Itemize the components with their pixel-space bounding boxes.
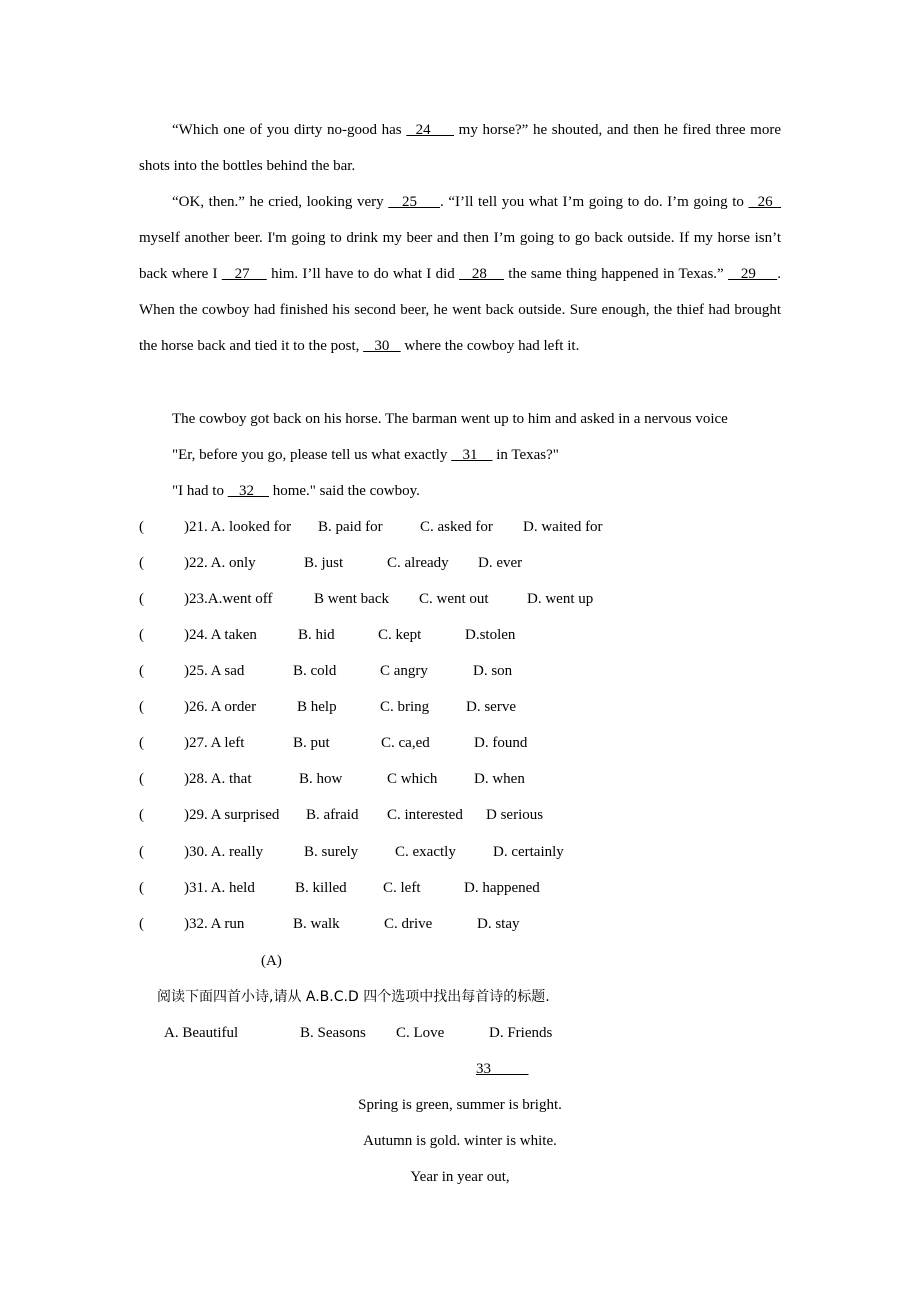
title-option-a: A. Beautiful	[164, 1025, 239, 1041]
text: . “I’ll tell you what I’m going to do. I’m going to	[440, 194, 744, 210]
paragraph-32	[172, 481, 420, 501]
text: “OK, then.” he cried, looking very	[172, 194, 384, 210]
option-b: B. how	[299, 771, 343, 787]
option-d: D. went up	[527, 591, 594, 607]
paragraph-24	[139, 112, 781, 184]
option-a: )21. A. looked for	[184, 519, 292, 535]
text: my horse?” he shouted, and then he fired three more shots into the bottles behind the bar.	[139, 122, 781, 174]
title-option-b: B. Seasons	[300, 1025, 366, 1041]
blank-27: 27	[221, 266, 267, 282]
text: . When the cowboy had finished his second beer, he went back outside. Sure enough, the thief had brought the horse back and tied it to the post,	[139, 266, 781, 354]
answer-paren[interactable]: (	[139, 627, 144, 643]
option-d: D serious	[486, 807, 544, 823]
option-c: C. bring	[380, 699, 430, 715]
option-c: C which	[387, 771, 438, 787]
answer-paren[interactable]: (	[139, 771, 144, 787]
text: in Texas?"	[496, 447, 559, 463]
blank-28: 28	[459, 266, 504, 282]
option-a: )30. A. really	[184, 844, 264, 860]
answer-paren[interactable]: (	[139, 591, 144, 607]
option-d: D.stolen	[465, 627, 516, 643]
option-c: C. ca,ed	[381, 735, 430, 751]
text: him. I’ll have to do what I did	[271, 266, 455, 282]
option-d: D. ever	[478, 555, 523, 571]
answer-paren[interactable]: (	[139, 699, 144, 715]
option-b: B. walk	[293, 916, 340, 932]
answer-paren[interactable]: (	[139, 880, 144, 896]
option-c: C. already	[387, 555, 449, 571]
title-option-d: D. Friends	[489, 1025, 553, 1041]
option-c: C. went out	[419, 591, 489, 607]
option-d: D. son	[473, 663, 513, 679]
blank-25: 25	[388, 194, 441, 210]
paragraph-barman	[172, 409, 728, 429]
option-a: )32. A run	[184, 916, 245, 932]
option-b: B. just	[304, 555, 344, 571]
option-d: D. found	[474, 735, 528, 751]
option-c: C. left	[383, 880, 421, 896]
option-d: D. when	[474, 771, 525, 787]
text: myself another beer. I'm going to drink my beer and then I’m going to go back outside. If my horse isn’t back where I	[139, 230, 781, 282]
blank-26: 26	[748, 194, 782, 210]
text: "I had to	[172, 483, 224, 499]
text: home." said the cowboy.	[272, 483, 420, 499]
answer-paren[interactable]: (	[139, 663, 144, 679]
answer-paren[interactable]: (	[139, 519, 144, 535]
option-b: B help	[297, 699, 337, 715]
text: where the cowboy had left it.	[404, 338, 580, 354]
text: The cowboy got back on his horse. The barman went up to him and asked in a nervous voice	[172, 411, 728, 427]
poem-line-2: Autumn is gold. winter is white.	[363, 1133, 557, 1149]
option-b: B. cold	[293, 663, 337, 679]
blank-32: 32	[227, 483, 269, 499]
text: “Which one of you dirty no-good has	[172, 122, 402, 138]
option-b: B. paid for	[318, 519, 383, 535]
option-c: C. asked for	[420, 519, 493, 535]
option-d: D. certainly	[493, 844, 564, 860]
option-a: )22. A. only	[184, 555, 256, 571]
option-a: )27. A left	[184, 735, 245, 751]
option-d: D. stay	[477, 916, 520, 932]
option-d: D. serve	[466, 699, 516, 715]
option-d: D. waited for	[523, 519, 603, 535]
option-a: )23.A.went off	[184, 591, 273, 607]
title-option-c: C. Love	[396, 1025, 445, 1041]
option-a: )29. A surprised	[184, 807, 280, 823]
poem-line-3: Year in year out,	[410, 1169, 510, 1185]
answer-paren[interactable]: (	[139, 735, 144, 751]
option-a: )26. A order	[184, 699, 257, 715]
option-c: C angry	[380, 663, 428, 679]
option-d: D. happened	[464, 880, 540, 896]
answer-paren[interactable]: (	[139, 844, 144, 860]
option-c: C. drive	[384, 916, 433, 932]
option-b: B. killed	[295, 880, 347, 896]
section-instruction: 阅读下面四首小诗,请从 A.B.C.D 四个选项中找出每首诗的标题.	[157, 989, 550, 1005]
paragraph-31	[172, 445, 559, 465]
option-a: )28. A. that	[184, 771, 252, 787]
option-b: B. put	[293, 735, 330, 751]
option-a: )24. A taken	[184, 627, 257, 643]
section-label: (A)	[261, 953, 282, 969]
option-c: C. exactly	[395, 844, 456, 860]
text: the same thing happened in Texas.”	[508, 266, 724, 282]
option-b: B. hid	[298, 627, 335, 643]
blank-29: 29	[728, 266, 778, 282]
blank-30: 30	[363, 338, 401, 354]
answer-paren[interactable]: (	[139, 807, 144, 823]
option-c: C. interested	[387, 807, 463, 823]
option-b: B went back	[314, 591, 389, 607]
text: "Er, before you go, please tell us what exactly	[172, 447, 448, 463]
option-b: B. afraid	[306, 807, 359, 823]
blank-31: 31	[451, 447, 493, 463]
option-b: B. surely	[304, 844, 359, 860]
answer-paren[interactable]: (	[139, 916, 144, 932]
blank-24: 24	[406, 122, 454, 138]
answer-paren[interactable]: (	[139, 555, 144, 571]
option-a: )25. A sad	[184, 663, 245, 679]
blank-33: 33	[476, 1061, 529, 1077]
poem-line-1: Spring is green, summer is bright.	[358, 1097, 562, 1113]
option-a: )31. A. held	[184, 880, 255, 896]
option-c: C. kept	[378, 627, 422, 643]
paragraph-25-30	[139, 184, 781, 364]
